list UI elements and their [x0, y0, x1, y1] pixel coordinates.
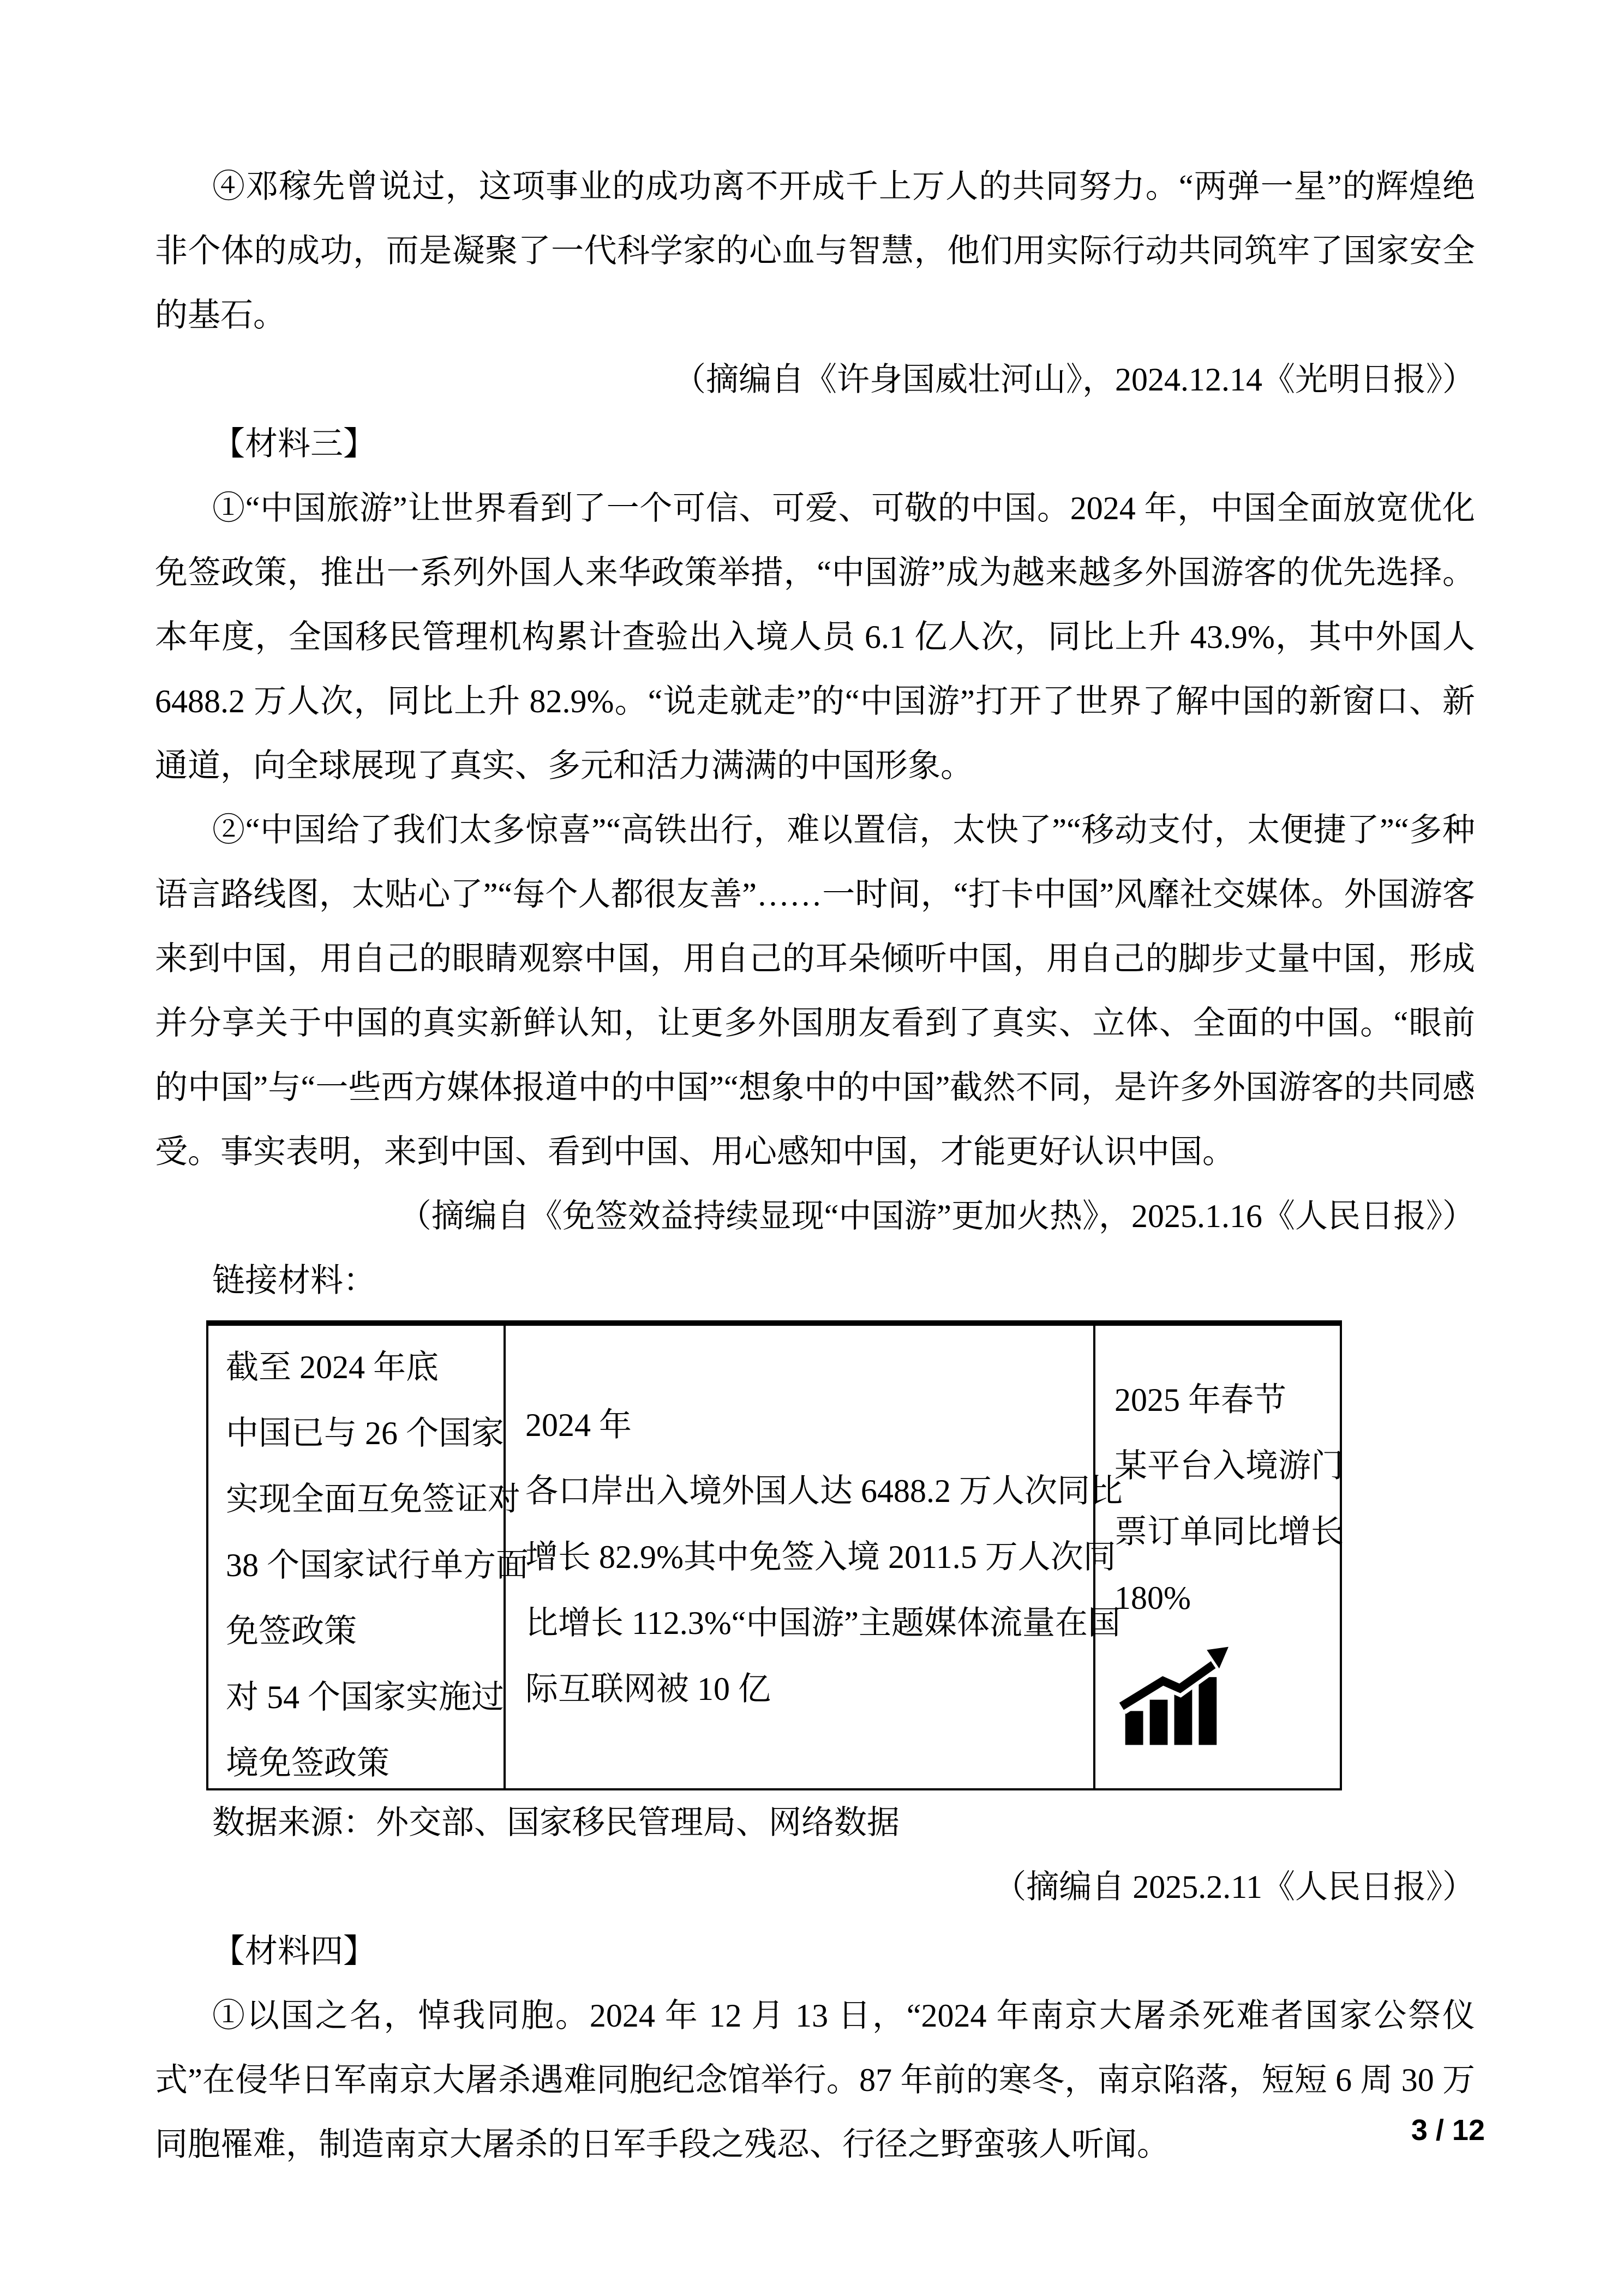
table-line: 2025 年春节	[1114, 1382, 1286, 1418]
material3-heading: 【材料三】	[212, 426, 376, 462]
table-line: 180%	[1114, 1580, 1191, 1616]
page-number: 3 / 12	[1411, 2114, 1485, 2147]
linked-material-table	[206, 1320, 1342, 1790]
table-line: 38 个国家试行单方面	[226, 1547, 529, 1583]
table-citation: （摘编自 2025.2.11《人民日报》）	[993, 1869, 1475, 1905]
material4-paragraph-1: ①以国之名，悼我同胞。2024 年 12 月 13 日，“2024 年南京大屠杀死难者国家公祭仪式”在侵华日军南京大屠杀遇难同胞纪念馆举行。87 年前的寒冬，南京陷落，短短 6 周 30 万同胞罹难，制造南京大屠杀的日军手段之残忍、行径之野蛮骇人听闻。	[155, 1998, 1475, 2162]
table-line: 各口岸出入境外国人达 6488.2 万人次同比	[525, 1472, 1123, 1509]
table-line: 比增长 112.3%“中国游”主题媒体流量在国	[525, 1604, 1121, 1641]
table-line: 境免签政策	[226, 1745, 389, 1781]
material3-citation: （摘编自《免签效益持续显现“中国游”更加火热》，2025.1.16《人民日报》）	[398, 1198, 1475, 1234]
material3-paragraph-1: ①“中国旅游”让世界看到了一个可信、可爱、可敬的中国。2024 年，中国全面放宽优化免签政策，推出一系列外国人来华政策举措，“中国游”成为越来越多外国游客的优先选择。本年度，全国移民管理机构累计查验出入境人员 6.1 亿人次，同比上升 43.9%，其中外国人 6488.2 万人次，同比上升 82.9%。“说走就走”的“中国游”打开了世界了解中国的新窗口、新通道，向全球展现了真实、多元和活力满满的中国形象。	[155, 490, 1475, 784]
growth-chart-icon	[1119, 1643, 1233, 1747]
table-line: 免签政策	[226, 1613, 357, 1649]
material3-paragraph-2: ②“中国给了我们太多惊喜”“高铁出行，难以置信，太快了”“移动支付，太便捷了”“多种语言路线图，太贴心了”“每个人都很友善”……一时间，“打卡中国”风靡社交媒体。外国游客来到中国，用自己的眼睛观察中国，用自己的耳朵倾听中国，用自己的脚步丈量中国，形成并分享关于中国的真实新鲜认知，让更多外国朋友看到了真实、立体、全面的中国。“眼前的中国”与“一些西方媒体报道中的中国”“想象中的中国”截然不同，是许多外国游客的共同感受。事实表明，来到中国、看到中国、用心感知中国，才能更好认识中国。	[155, 812, 1475, 1170]
table-line: 际互联网被 10 亿	[525, 1670, 771, 1707]
data-source-note: 数据来源：外交部、国家移民管理局、网络数据	[212, 1805, 900, 1841]
table-line: 某平台入境游门	[1114, 1448, 1344, 1484]
material2-citation: （摘编自《许身国威壮河山》，2024.12.14《光明日报》）	[673, 362, 1475, 398]
table-line: 2024 年	[525, 1407, 632, 1443]
table-line: 截至 2024 年底	[226, 1349, 439, 1385]
table-cell-visa-policy	[208, 1326, 529, 1788]
table-line: 中国已与 26 个国家	[226, 1415, 504, 1451]
material2-paragraph-4: ④邓稼先曾说过，这项事业的成功离不开成千上万人的共同努力。“两弹一星”的辉煌绝非个体的成功，而是凝聚了一代科学家的心血与智慧，他们用实际行动共同筑牢了国家安全的基石。	[155, 169, 1475, 333]
table-line: 实现全面互免签证对	[226, 1481, 520, 1517]
linked-material-label: 链接材料：	[212, 1263, 376, 1299]
table-cell-spring-festival	[1095, 1326, 1344, 1788]
table-line: 票订单同比增长	[1114, 1514, 1344, 1550]
table-line: 增长 82.9%其中免签入境 2011.5 万人次同	[525, 1538, 1116, 1575]
material4-heading: 【材料四】	[212, 1933, 376, 1969]
table-cell-entry-statistics	[506, 1326, 1123, 1788]
table-line: 对 54 个国家实施过	[226, 1679, 504, 1715]
